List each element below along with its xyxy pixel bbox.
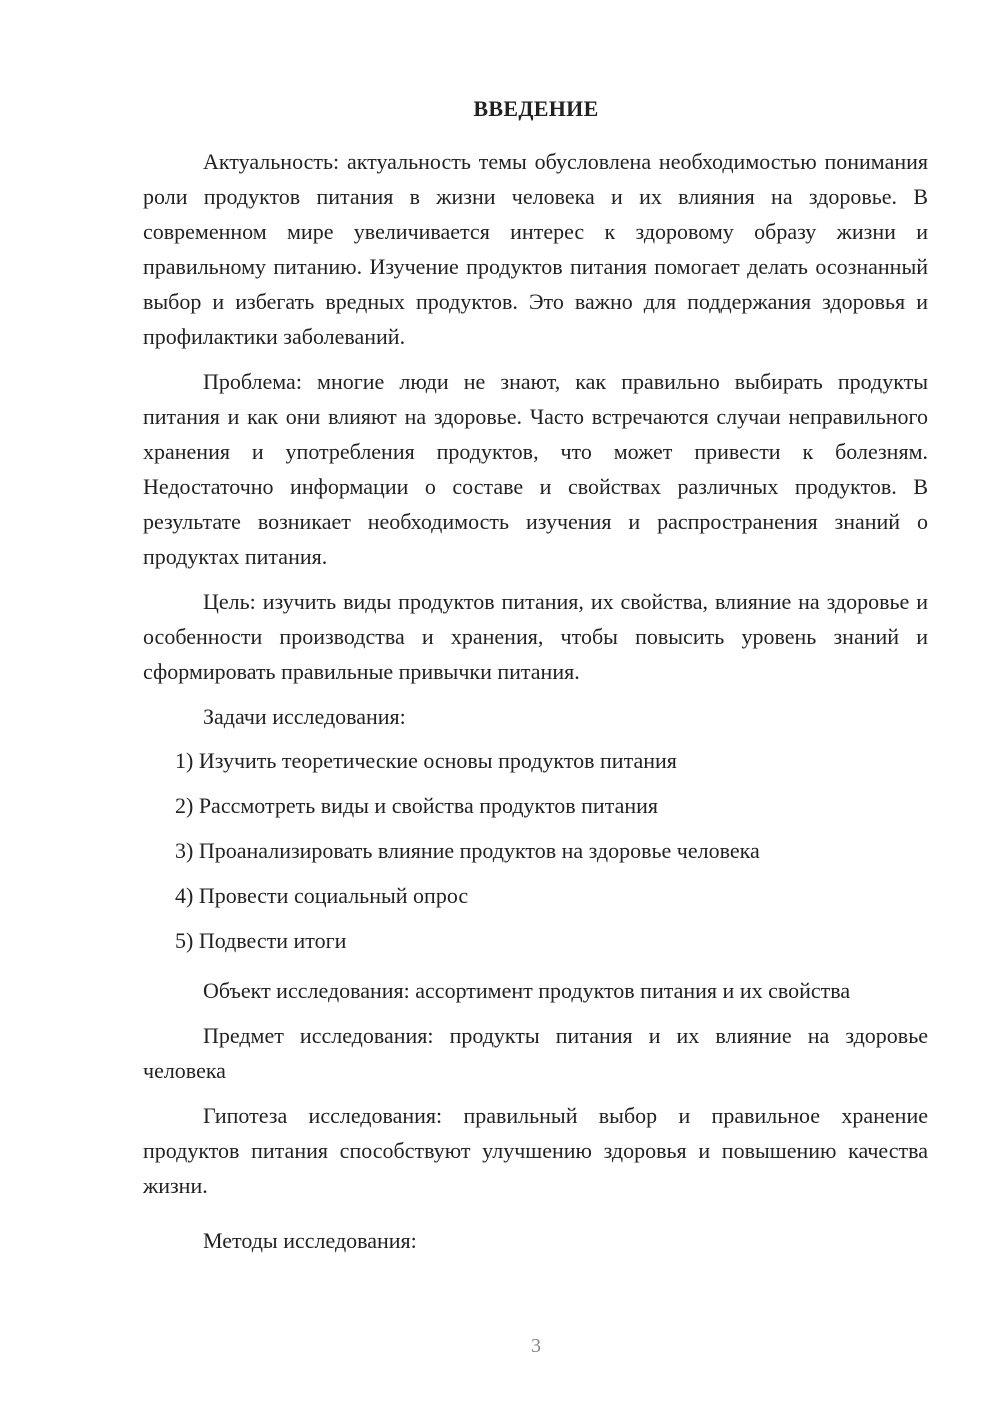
page-number: 3	[531, 1335, 541, 1357]
list-item: 3) Проанализировать влияние продуктов на здоровье человека	[175, 838, 760, 863]
page-title: ВВЕДЕНИЕ	[473, 96, 599, 121]
list-item: 4) Провести социальный опрос	[175, 883, 469, 908]
methods-heading: Методы исследования:	[203, 1228, 417, 1253]
list-item: 5) Подвести итоги	[175, 928, 347, 953]
goal-paragraph: Цель: изучить виды продуктов питания, их свойства, влияние на здоровье и особенности производства и хранения, чтобы повысить уровень знаний и сформировать правильные привычки питания.	[143, 589, 928, 684]
object-paragraph: Объект исследования: ассортимент продуктов питания и их свойства	[203, 978, 851, 1003]
list-item: 2) Рассмотреть виды и свойства продуктов питания	[175, 793, 659, 818]
tasks-list	[143, 738, 928, 963]
hypothesis-paragraph: Гипотеза исследования: правильный выбор и правильное хранение продуктов питания способствуют улучшению здоровья и повышению качества жизни.	[143, 1103, 928, 1198]
problem-paragraph: Проблема: многие люди не знают, как правильно выбирать продукты питания и как они влияют на здоровье. Часто встречаются случаи неправильного хранения и употребления продуктов, что может привести к болезням. Недостаточно информации о составе и свойствах различных продуктов. В результате возникает необходимость изучения и распространения знаний о продуктах питания.	[143, 369, 928, 569]
relevance-paragraph: Актуальность: актуальность темы обусловлена необходимостью понимания роли продуктов питания в жизни человека и их влияния на здоровье. В современном мире увеличивается интерес к здоровому образу жизни и правильному питанию. Изучение продуктов питания помогает делать осознанный выбор и избегать вредных продуктов. Это важно для поддержания здоровья и профилактики заболеваний.	[143, 149, 928, 349]
list-item: 1) Изучить теоретические основы продуктов питания	[175, 748, 677, 773]
tasks-heading: Задачи исследования:	[203, 704, 406, 729]
document-body	[143, 144, 928, 1258]
subject-paragraph: Предмет исследования: продукты питания и их влияние на здоровье человека	[143, 1023, 928, 1083]
